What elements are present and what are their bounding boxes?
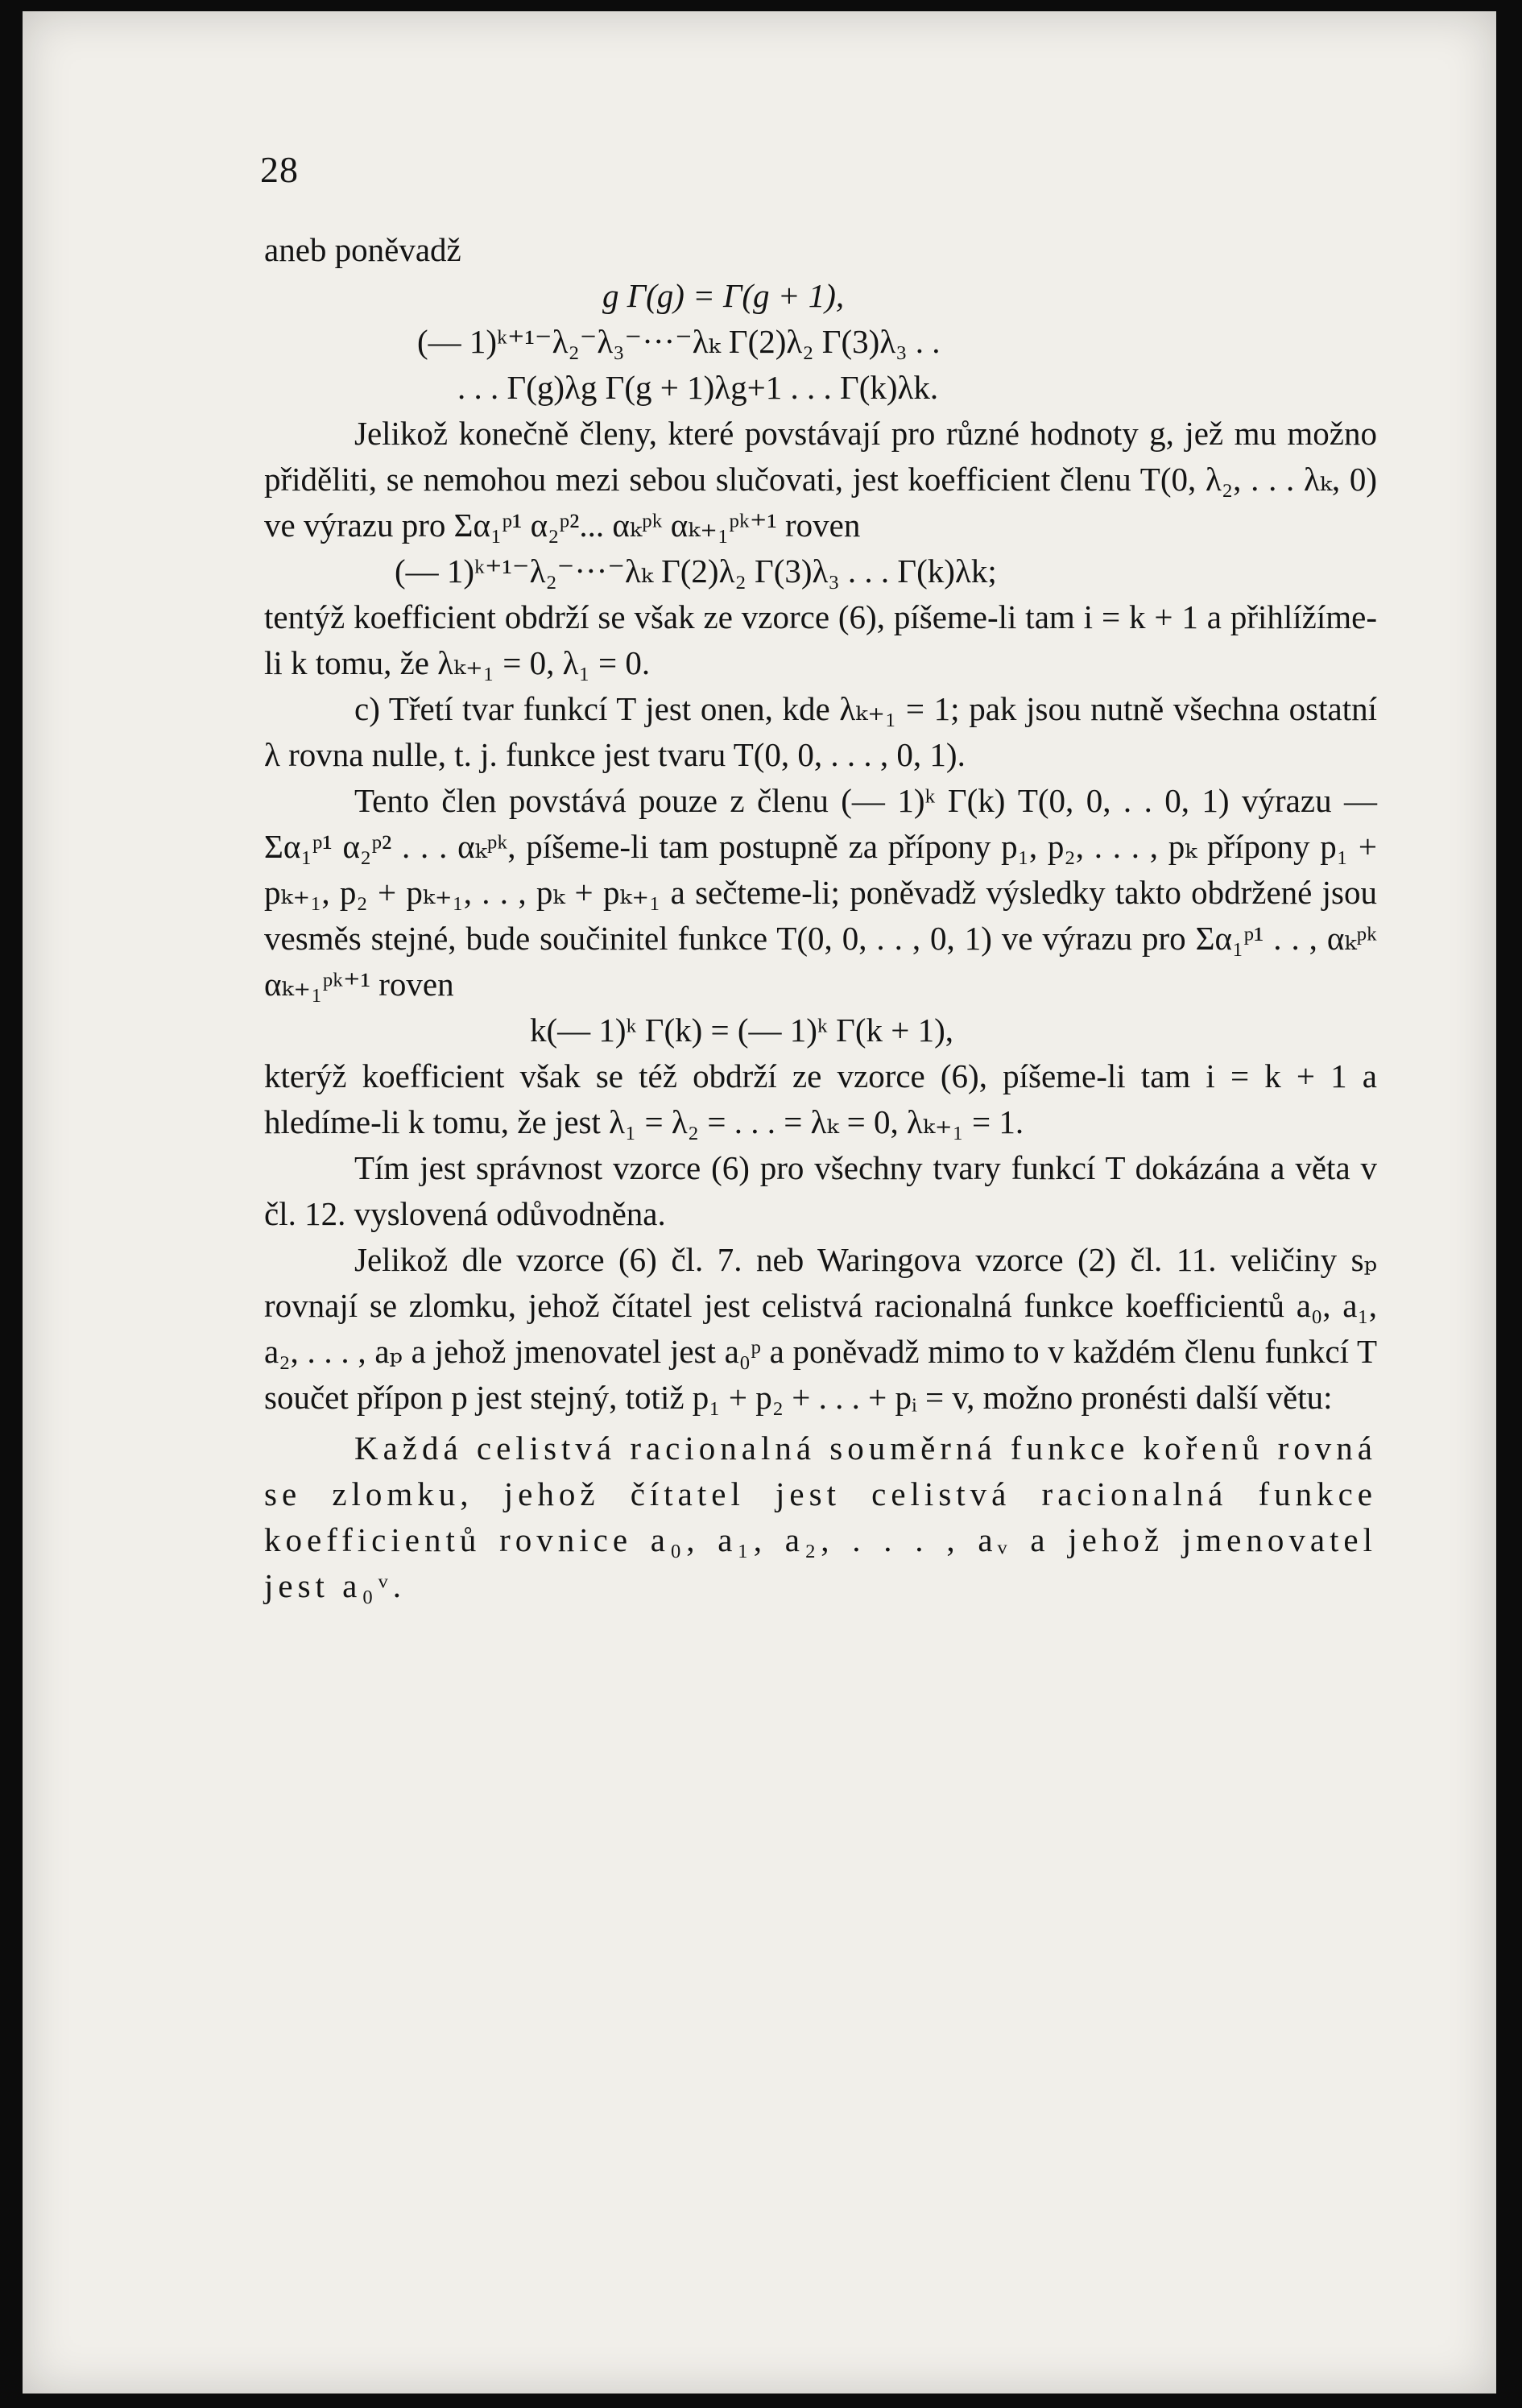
equation-product-line-2: . . . Γ(g)λg Γ(g + 1)λg+1 . . . Γ(k)λk. [457, 369, 939, 406]
paragraph-member-origin: Tento člen povstává pouze z členu (— 1)ᵏ Γ(k) T(0, 0, . . 0, 1) výrazu — Σα₁ᵖ¹ α₂ᵖ² . . . αₖᵖᵏ, píšeme-li tam postupně za přípony p₁, p₂, . . . , pₖ přípony p₁ + pₖ₊₁, p₂ + pₖ₊₁, . . , pₖ + pₖ₊₁ a sečteme-li; poněvadž výsledky takto obdržené jsou vesměs stejné, bude součinitel funkce T(0, 0, . . , 0, 1) ve výrazu pro Σα₁ᵖ¹ . . , αₖᵖᵏ αₖ₊₁ᵖᵏ⁺¹ roven [264, 782, 1377, 1003]
equation-product-line-1: (— 1)ᵏ⁺¹⁻λ₂⁻λ₃⁻···⁻λₖ Γ(2)λ₂ Γ(3)λ₃ . . [417, 323, 941, 360]
paragraph-waring: Jelikož dle vzorce (6) čl. 7. neb Waringova vzorce (2) čl. 11. veličiny sₚ rovnají se zlomku, jehož čítatel jest celistvá racionalná funkce koefficientů a₀, a₁, a₂, . . . , aₚ a jehož jmenovatel jest a₀ᵖ a poněvadž mimo to v každém členu funkcí T součet přípon p jest stejný, totiž p₁ + p₂ + . . . + pᵢ = v, možno pronésti další větu: [264, 1241, 1377, 1416]
theorem-statement: Každá celistvá racionalná souměrná funkce kořenů rovná se zlomku, jehož čítatel jest celistvá racionalná funkce koefficientů rovnice a₀, a₁, a₂, . . . , aᵥ a jehož jmenovatel jest a₀ᵛ. [264, 1429, 1377, 1604]
paragraph-coefficient-t: Jelikož konečně členy, které povstávají pro různé hodnoty g, jež mu možno přiděliti, se nemohou mezi sebou slučovati, jest koefficient členu T(0, λ₂, . . . λₖ, 0) ve výrazu pro Σα₁ᵖ¹ α₂ᵖ²... αₖᵖᵏ αₖ₊₁ᵖᵏ⁺¹ roven [264, 415, 1377, 544]
page-number: 28 [260, 149, 299, 190]
page-text [264, 227, 1377, 1609]
intro-line: aneb poněvadž [264, 231, 461, 268]
book-page [23, 11, 1496, 2394]
equation-k-gamma: k(— 1)ᵏ Γ(k) = (— 1)ᵏ Γ(k + 1), [530, 1012, 953, 1049]
paragraph-proof-complete: Tím jest správnost vzorce (6) pro všechny tvary funkcí T dokázána a věta v čl. 12. vyslovená odůvodněna. [264, 1149, 1377, 1232]
paragraph-same-coefficient: tentýž koefficient obdrží se však ze vzorce (6), píšeme-li tam i = k + 1 a přihlížíme-li k tomu, že λₖ₊₁ = 0, λ₁ = 0. [264, 598, 1377, 681]
equation-gamma-recurrence: g Γ(g) = Γ(g + 1), [602, 277, 845, 314]
paragraph-third-form: c) Třetí tvar funkcí T jest onen, kde λₖ₊₁ = 1; pak jsou nutně všechna ostatní λ rovna nulle, t. j. funkce jest tvaru T(0, 0, . . . , 0, 1). [264, 690, 1377, 773]
equation-coefficient: (— 1)ᵏ⁺¹⁻λ₂⁻···⁻λₖ Γ(2)λ₂ Γ(3)λ₃ . . . Γ(k)λk; [395, 552, 997, 590]
paragraph-also-obtained: kterýž koefficient však se též obdrží ze vzorce (6), píšeme-li tam i = k + 1 a hledíme-li k tomu, že jest λ₁ = λ₂ = . . . = λₖ = 0, λₖ₊₁ = 1. [264, 1057, 1377, 1140]
